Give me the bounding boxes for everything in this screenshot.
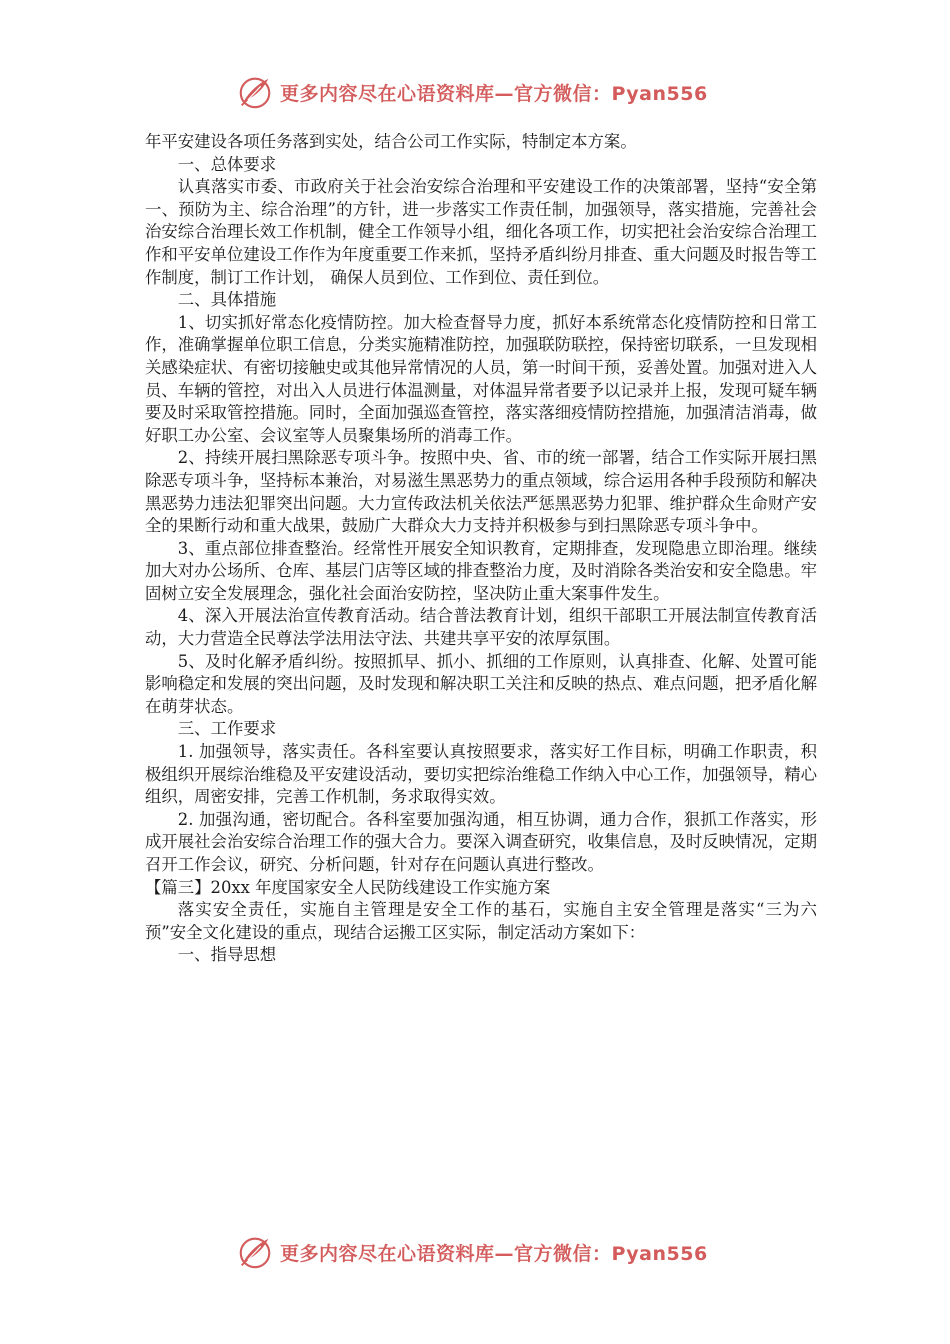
footer-banner-text: 更多内容尽在心语资料库—官方微信：Pyan556: [280, 1242, 708, 1265]
section-3-title: 【篇三】20xx 年度国家安全人民防线建设工作实施方案: [145, 877, 551, 897]
heading-work-requirements: 三、工作要求: [177, 719, 277, 739]
measure-4-paragraph: 4、深入开展法治宣传教育活动。结合普法教育计划，组织干部职工开展法制宣传教育活动，大力营造全民尊法学法用法守法、共建共享平安的浓厚氛围。: [145, 606, 817, 649]
footer-banner: [236, 1232, 736, 1272]
requirement-2-paragraph: 2. 加强沟通，密切配合。各科室要加强沟通，相互协调，通力合作，狠抓工作落实，形成开展社会治安综合治理工作的强大合力。要深入调查研究，收集信息，及时反映情况，定期召开工作会议，研究、分析问题，针对存在问题认真进行整改。: [145, 809, 818, 874]
feather-pen-logo-icon: [236, 1233, 274, 1271]
measure-3-paragraph: 3、重点部位排查整治。经常性开展安全知识教育，定期排查，发现隐患立即治理。继续加大对办公场所、仓库、基层门店等区域的排查整治力度，及时消除各类治安和安全隐患。牢固树立安全发展理念，强化社会面治安防控，坚决防止重大案事件发生。: [145, 538, 818, 603]
heading-guiding-ideology: 一、指导思想: [177, 945, 277, 965]
feather-pen-logo-icon: [236, 73, 274, 111]
measure-2-paragraph: 2、持续开展扫黑除恶专项斗争。按照中央、省、市的统一部署，结合工作实际开展扫黑除恶专项斗争，坚持标本兼治，对易滋生黑恶势力的重点领域，综合运用各种手段预防和解决黑恶势力违法犯罪突出问题。大力宣传政法机关依法严惩黑恶势力犯罪、维护群众生命财产安全的果断行动和重大战果，鼓励广大群众大力支持并积极参与到扫黑除恶专项斗争中。: [145, 448, 818, 536]
intro-paragraph: 年平安建设各项任务落到实处，结合公司工作实际，特制定本方案。: [145, 132, 637, 151]
heading-general-requirements: 一、总体要求: [177, 154, 277, 174]
measure-5-paragraph: 5、及时化解矛盾纠纷。按照抓早、抓小、抓细的工作原则，认真排查、化解、处置可能影响稳定和发展的突出问题，及时发现和解决职工关注和反映的热点、难点问题，把矛盾化解在萌芽状态。: [145, 651, 818, 716]
requirement-1-paragraph: 1. 加强领导，落实责任。各科室要认真按照要求，落实好工作目标，明确工作职责，积极组织开展综治维稳及平安建设活动，要切实把综治维稳工作纳入中心工作，加强领导，精心组织，周密安排，完善工作机制，务求取得实效。: [145, 742, 818, 807]
paragraph-general-requirements: 认真落实市委、市政府关于社会治安综合治理和平安建设工作的决策部署，坚持“安全第一、预防为主、综合治理”的方针，进一步落实工作责任制，加强领导，落实措施，完善社会治安综合治理长效工作机制，健全工作领导小组，细化各项工作，切实把社会治安综合治理工作和平安单位建设工作作为年度重要工作来抓，坚持矛盾纠纷月排查、重大问题及时报告等工作制度，制订工作计划， 确保人员到位、工作到位、责任到位。: [145, 177, 818, 287]
header-banner-text: 更多内容尽在心语资料库—官方微信：Pyan556: [280, 82, 708, 105]
section-3-intro-paragraph: 落实安全责任，实施自主管理是安全工作的基石，实施自主安全管理是落实“三为六预”安全文化建设的重点，现结合运搬工区实际，制定活动方案如下：: [145, 900, 817, 942]
measure-1-paragraph: 1、切实抓好常态化疫情防控。加大检查督导力度，抓好本系统常态化疫情防控和日常工作，准确掌握单位职工信息，分类实施精准防控，加强联防联控，保持密切联系，一旦发现相关感染症状、有密切接触史或其他异常情况的人员，第一时间干预，妥善处置。加强对进入人员、车辆的管控，对出入人员进行体温测量，对体温异常者要予以记录并上报，发现可疑车辆要及时采取管控措施。同时，全面加强巡查管控，落实落细疫情防控措施，加强清洁消毒，做好职工办公室、会议室等人员聚集场所的消毒工作。: [145, 312, 818, 445]
heading-specific-measures: 二、具体措施: [177, 290, 277, 310]
document-body: [145, 131, 817, 967]
header-banner: [236, 72, 736, 112]
